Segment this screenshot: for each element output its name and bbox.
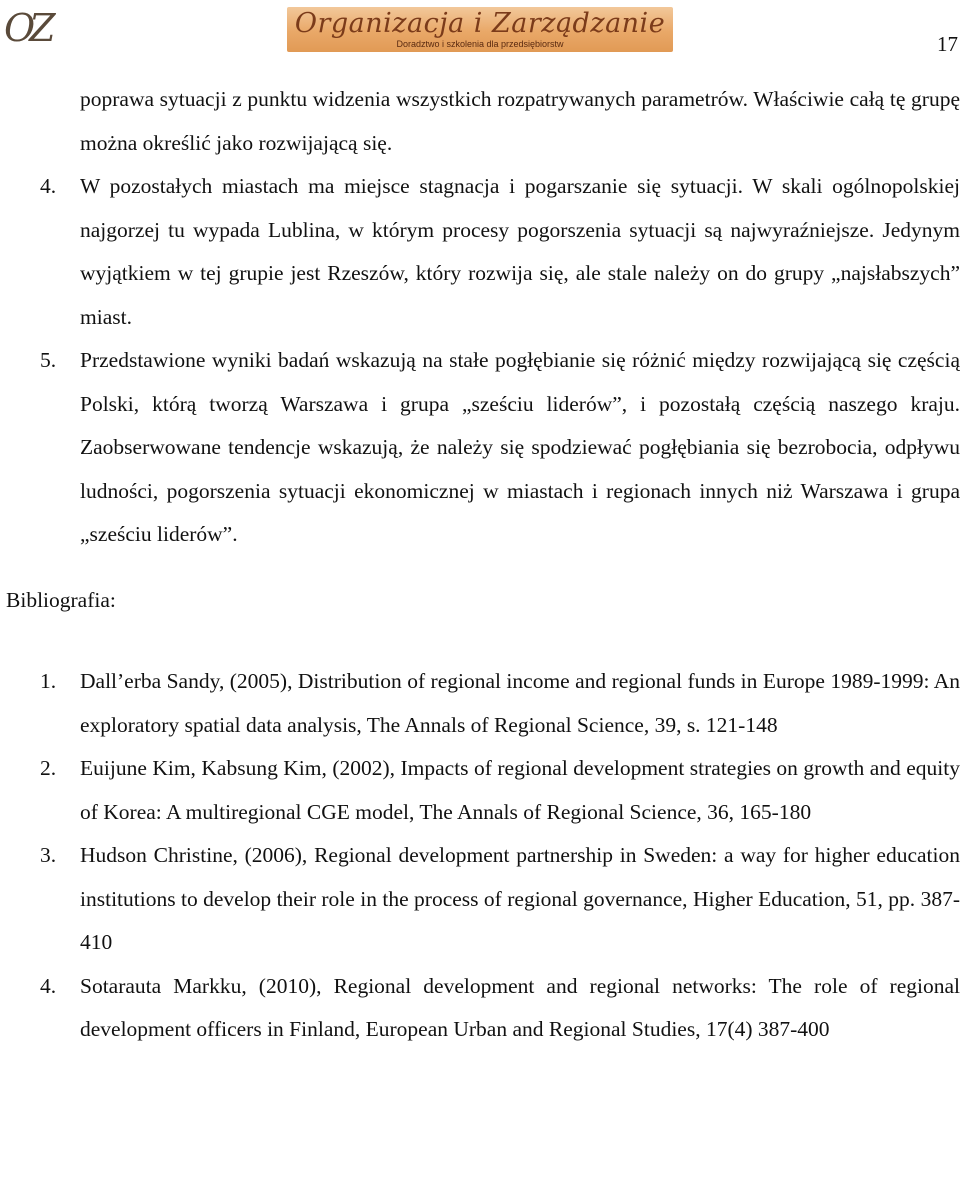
bibliography-text: Hudson Christine, (2006), Regional development partnership in Sweden: a way for higher education institutions to develop their role in the process of regional governance, Higher Education, 51, pp. 387-410 bbox=[80, 843, 960, 954]
bibliography-item bbox=[0, 965, 960, 1052]
bibliography-number: 1. bbox=[40, 669, 57, 693]
bibliography-list bbox=[0, 660, 960, 1052]
bibliography-number: 4. bbox=[40, 973, 57, 998]
point-item bbox=[0, 339, 960, 557]
bibliography-number: 2. bbox=[40, 756, 57, 780]
page-number: 17 bbox=[937, 32, 958, 56]
journal-logo: OZ bbox=[4, 6, 50, 50]
point-text: Przedstawione wyniki badań wskazują na stałe pogłębianie się różnić między rozwijającą się częścią Polski, którą tworzą Warszawa i grupa „sześciu liderów”, i pozostałą częścią naszego kraju. Zaobserwowane tendencje wskazują, że należy się spodziewać pogłębiania się bezrobocia, odpływu ludności, pogorszenia sytuacji ekonomicznej w miastach i regionach innych niż Warszawa i grupa „sześciu liderów”. bbox=[80, 348, 960, 546]
bibliography-text: Dall’erba Sandy, (2005), Distribution of regional income and regional funds in Europe 1989-1999: An exploratory spatial data analysis, The Annals of Regional Science, 39, s. 121-148 bbox=[80, 669, 960, 737]
journal-banner bbox=[287, 7, 673, 52]
page-content bbox=[0, 78, 960, 1052]
bibliography-text: Sotarauta Markku, (2010), Regional development and regional networks: The role of regional development officers in Finland, European Urban and Regional Studies, 17(4) 387-400 bbox=[80, 973, 960, 1041]
bibliography-item bbox=[0, 747, 960, 834]
bibliography-item bbox=[0, 660, 960, 747]
page-header bbox=[0, 0, 960, 60]
banner-subtitle: Doradztwo i szkolenia dla przedsiębiorstw bbox=[396, 39, 564, 49]
banner-title: Organizacja i Zarządzanie bbox=[294, 8, 666, 39]
point-number: 4. bbox=[40, 174, 57, 198]
continued-paragraph: poprawa sytuacji z punktu widzenia wszystkich rozpatrywanych parametrów. Właściwie całą tę grupę można określić jako rozwijającą się. bbox=[80, 87, 960, 155]
bibliography-heading: Bibliografia: bbox=[6, 587, 116, 612]
point-number: 5. bbox=[40, 348, 57, 372]
point-text: W pozostałych miastach ma miejsce stagnacja i pogarszanie się sytuacji. W skali ogólnopolskiej najgorzej tu wypada Lublina, w którym procesy pogorszenia sytuacji są najwyraźniejsze. Jedynym wyjątkiem w tej grupie jest Rzeszów, który rozwija się, ale stale należy on do grupy „najsłabszych” miast. bbox=[80, 174, 960, 329]
bibliography-number: 3. bbox=[40, 843, 57, 867]
point-item bbox=[0, 165, 960, 339]
bibliography-text: Euijune Kim, Kabsung Kim, (2002), Impacts of regional development strategies on growth and equity of Korea: A multiregional CGE model, The Annals of Regional Science, 36, 165-180 bbox=[80, 756, 960, 824]
bibliography-item bbox=[0, 834, 960, 965]
